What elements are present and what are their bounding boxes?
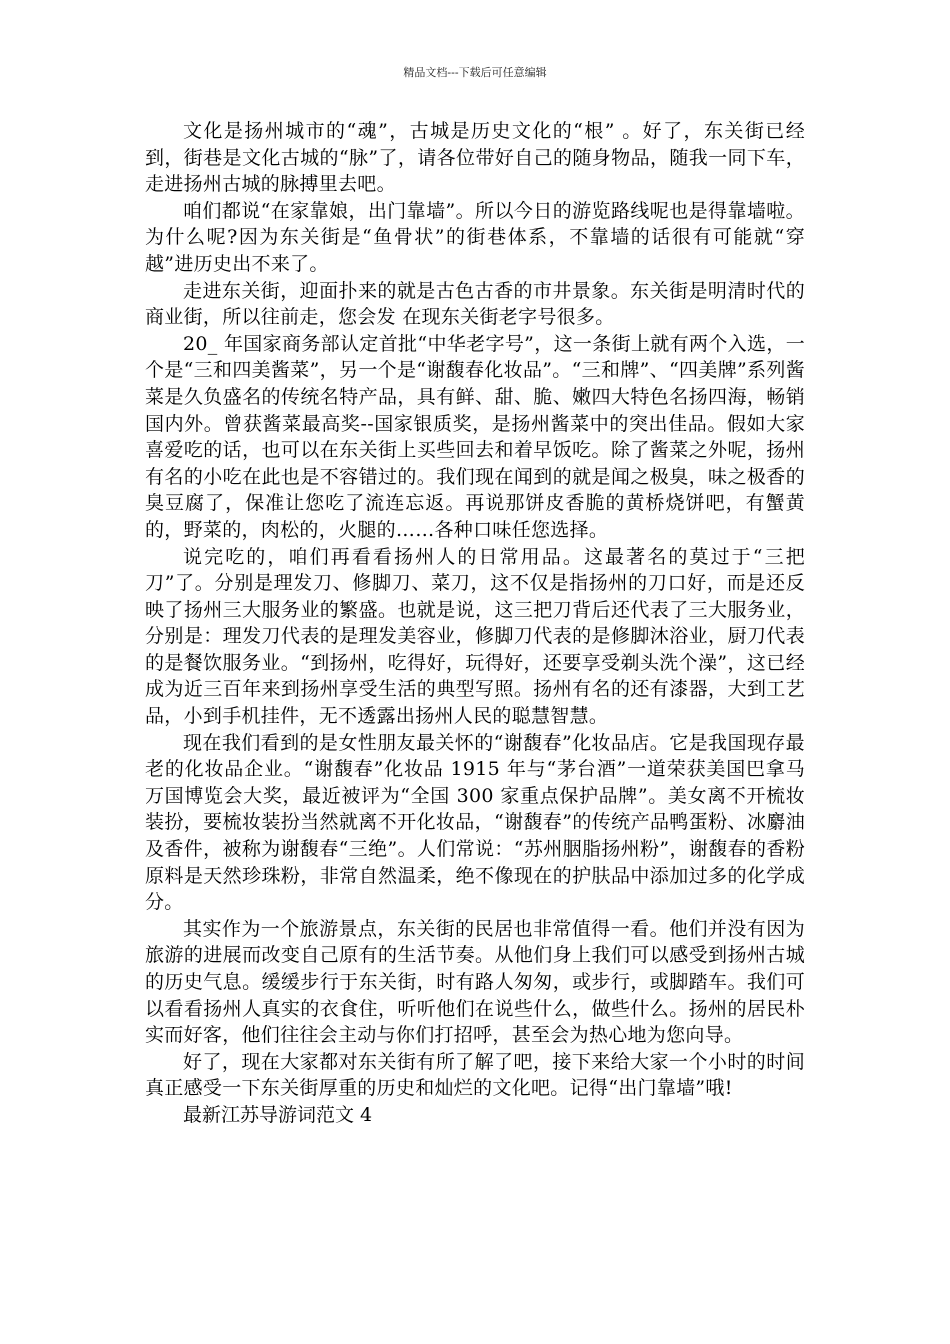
paragraph: 走进东关街，迎面扑来的就是古色古香的市井景象。东关街是明清时代的商业街，所以往前走，您会发 在现东关街老字号很多。 [145, 279, 805, 329]
paragraph: 文化是扬州城市的“魂”，古城是历史文化的“根” 。好了，东关街已经到，街巷是文化古城的“脉”了，请各位带好自己的随身物品，随我一同下车，走进扬州古城的脉搏里去吧。 [145, 120, 805, 196]
paragraph: 其实作为一个旅游景点，东关街的民居也非常值得一看。他们并没有因为旅游的进展而改变自己原有的生活节奏。从他们身上我们可以感受到扬州古城的历史气息。缓缓步行于东关街，时有路人匆匆，或步行，或脚踏车。我们可以看看扬州人真实的衣食住，听听他们在说些什么，做些什么。扬州的居民朴实而好客，他们往往会主动与你们打招呼，甚至会为热心地为您向导。 [145, 917, 805, 1047]
section-title: 最新江苏导游词范文 4 [183, 1103, 373, 1126]
paragraph: 说完吃的，咱们再看看扬州人的日常用品。这最著名的莫过于“三把刀”了。分别是理发刀、修脚刀、菜刀，这不仅是指扬州的刀口好，而是还反映了扬州三大服务业的繁盛。也就是说，这三把刀背后还代表了三大服务业，分别是：理发刀代表的是理发美容业，修脚刀代表的是修脚沐浴业，厨刀代表的是餐饮服务业。“到扬州，吃得好，玩得好，还要享受剃头洗个澡”，这已经成为近三百年来到扬州享受生活的典型写照。扬州有名的还有漆器，大到工艺品，小到手机挂件，无不透露出扬州人民的聪慧智慧。 [145, 545, 805, 728]
page-header: 精品文档---下载后可任意编辑 [403, 66, 547, 79]
paragraph: 20_ 年国家商务部认定首批“中华老字号”，这一条街上就有两个入选，一个是“三和四美酱菜”，另一个是“谢馥春化妆品”。“三和牌”、“四美牌”系列酱菜是久负盛名的传统名特产品，具有鲜、甜、脆、嫩四大特色名扬四海，畅销国内外。曾获酱菜最高奖--国家银质奖，是扬州酱菜中的突出佳品。假如大家喜爱吃的话，也可以在东关街上买些回去和着早饭吃。除了酱菜之外呢，扬州有名的小吃在此也是不容错过的。我们现在闻到的就是闻之极臭，味之极香的臭豆腐了，保准让您吃了流连忘返。再说那饼皮香脆的黄桥烧饼吧，有蟹黄的，野菜的，肉松的，火腿的……各种口味任您选择。 [145, 332, 805, 541]
document-body [145, 118, 805, 1129]
paragraph: 现在我们看到的是女性朋友最关怀的“谢馥春”化妆品店。它是我国现存最老的化妆品企业。“谢馥春”化妆品 1915 年与“茅台酒”一道荣获美国巴拿马万国博览会大奖，最近被评为“全国 300 家重点保护品牌”。美女离不开梳妆装扮，要梳妆装扮当然就离不开化妆品，“谢馥春”的传统产品鸭蛋粉、冰麝油及香件，被称为谢馥春“三绝”。人们常说：“苏州胭脂扬州粉”，谢馥春的香粉原料是天然珍珠粉，非常自然温柔，绝不像现在的护肤品中添加过多的化学成分。 [145, 731, 805, 914]
paragraph: 好了，现在大家都对东关街有所了解了吧，接下来给大家一个小时的时间真正感受一下东关街厚重的历史和灿烂的文化吧。记得“出门靠墙”哦! [145, 1050, 805, 1100]
paragraph: 咱们都说“在家靠娘，出门靠墙”。所以今日的游览路线呢也是得靠墙啦。为什么呢?因为东关街是“鱼骨状”的街巷体系，不靠墙的话很有可能就“穿越”进历史出不来了。 [145, 199, 805, 275]
